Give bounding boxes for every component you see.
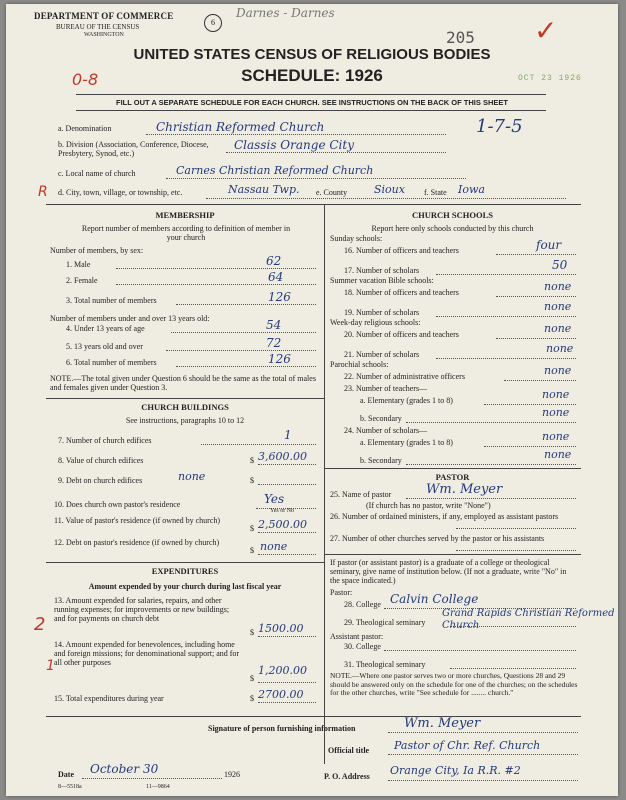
pastor-title: PASTOR bbox=[435, 472, 470, 482]
q19-value: none bbox=[544, 300, 572, 313]
county-value: Sioux bbox=[374, 183, 405, 196]
q20-label: 20. Number of officers and teachers bbox=[344, 330, 459, 339]
q1-value: 62 bbox=[266, 254, 282, 268]
census-schedule-page: DEPARTMENT OF COMMERCE BUREAU OF THE CENSUS WASHINGTON 6 Darnes - Darnes 205 ✓ UNITED STATES CENSUS OF RELIGIOUS BODIES SCHEDULE: 1926 0-8 OCT 23 1926 FILL OUT A SEPARATE SCHEDULE FOR EACH CHURCH. SEE INSTRUCTIONS ON THE BACK OF THIS SHEET a. Denomination Christian Reformed Church 1-7-5 b. Division (Association, Conference, Diocese, Presbytery, Synod, etc.) Classis Orange City c. Local name of church Carnes Christian Reformed Church R d. City, town, village, or township, etc. Nassau Twp. e. County Sioux f. State Iowa MEMBERSHIP Report number of members according to definition of member in your church Number of members, by sex: 1. Male 62 2. Female 64 3. Total number of members 126 Number of members under and over 13 years old: 4. Under 13 years of age 54 5. 13 years old and over 72 6. Total number of members 126 NOTE.—The total given under Question 6 should be the same as the total of males and females given under Question 3. CHURCH BUILDINGS See instructions, paragraphs 10 to 12 7. Number of church edifices 1 8. Value of church edifices $ 3,600.00 9. Debt on church edifices none $ 10. Does church own pastor's residence Yes Yes or No 11. Value of pastor's residence (if owned by church) $ 2,500.00 12. Debt on pastor's residence (if owned by church) $ none EXPENDITURES Amount expended by your church during last fiscal year 13. Amount expended for salaries, repairs, and other running expenses; for improvements or new buildings; and for payments on church debt $ 1500.00 2 14. Amount expended for benevolences, including home and foreign missions; for denominational support; and for all other purposes $ 1,200.00 1 15. Total expenditures during year $ 2700.00 CHURCH SCHOOLS Report here only schools conducted by this church Sunday schools: 16. Number of officers and teachers four 17. Number of scholars 50 Summer vacation Bible schools: 18. Number of officers and teachers none 19. Number of scholars none Week-day religious schools: 20. Number of officers and teachers none 21. Number of scholars none Parochial schools: 22. Number of administrative officers none 23. Number of teachers— a. Elementary (grades 1 to 8) none b. Secondary none 24. Number of scholars— a. Elementary (grades 1 to 8) none b. Secondary none PASTOR 25. Name of pastor Wm. Meyer (If church has no pastor, write "None") 26. Number of ordained ministers, if any, employed as assistant pastors 27. Number of other churches served by the pastor or his assistants If pastor (or assistant pastor) is a graduate of a college or theological seminary, give name of institution below. (If not a graduate, write "No" in the space indicated.) Pastor: 28. College Calvin College 29. Theological seminary Grand Rapids Christian Reformed Church Assistant pastor: 30. College 31. Theological seminary NOTE.—Where one pastor serves two or more churches, Questions 28 and 29 should be answered only on the schedule for one of the churches; on the schedules for the other churches, write "See schedule for ........ church." Signature of person furnishing information Wm. Meyer Official title Pastor of Chr. Ref. Church Date October 30 1926 P. O. Address Orange City, Ia R.R. #2 8—5518a 11—9864 bbox=[6, 4, 618, 796]
city-label: WASHINGTON bbox=[84, 32, 124, 38]
expenditures-intro: Amount expended by your church during last fiscal year bbox=[88, 582, 282, 591]
q26-label: 26. Number of ordained ministers, if any, employed as assistant pastors bbox=[330, 512, 559, 521]
q7-value: 1 bbox=[284, 428, 292, 442]
circled-mark: 6 bbox=[204, 14, 222, 32]
q6-value: 126 bbox=[268, 352, 291, 366]
q3-value: 126 bbox=[268, 290, 291, 304]
q5-label: 5. 13 years old and over bbox=[66, 342, 143, 351]
q8-label: 8. Value of church edifices bbox=[58, 456, 144, 465]
official-title-value: Pastor of Chr. Ref. Church bbox=[394, 739, 541, 752]
q28-label: 28. College bbox=[344, 600, 381, 609]
q17-value: 50 bbox=[552, 258, 568, 272]
q24a-label: a. Elementary (grades 1 to 8) bbox=[360, 438, 453, 447]
q1-label: 1. Male bbox=[66, 260, 91, 269]
q22-value: none bbox=[544, 364, 572, 377]
q12-value: none bbox=[260, 540, 288, 553]
q29-value: Grand Rapids Christian Reformed Church bbox=[442, 608, 615, 631]
form-code: 8—5518a bbox=[58, 784, 82, 790]
graduate-note: If pastor (or assistant pastor) is a graduate of a college or theological seminary, give name of institution below. (If not a graduate, write "No" in the space indicated.) bbox=[330, 558, 567, 585]
q22-label: 22. Number of administrative officers bbox=[344, 372, 465, 381]
date-label: Date bbox=[58, 770, 74, 779]
division-label: b. Division (Association, Conference, Diocese, Presbytery, Synod, etc.) bbox=[58, 140, 209, 158]
membership-title: MEMBERSHIP bbox=[155, 210, 215, 220]
q24a-value: none bbox=[542, 430, 570, 443]
q23b-label: b. Secondary bbox=[360, 414, 402, 423]
denomination-value: Christian Reformed Church bbox=[156, 120, 325, 134]
received-date-stamp: OCT 23 1926 bbox=[518, 74, 582, 83]
yes-no-hint: Yes or No bbox=[270, 508, 295, 514]
expenditures-title: EXPENDITURES bbox=[151, 566, 219, 576]
q25-value: Wm. Meyer bbox=[426, 482, 503, 497]
q8-value: 3,600.00 bbox=[258, 450, 307, 463]
q30-label: 30. College bbox=[344, 642, 381, 651]
official-title-label: Official title bbox=[328, 746, 370, 755]
q2-value: 64 bbox=[268, 270, 284, 284]
q25-label: 25. Name of pastor bbox=[330, 490, 392, 499]
q24b-label: b. Secondary bbox=[360, 456, 402, 465]
q14-label: 14. Amount expended for benevolences, including home and foreign missions; for denominational support; and for all other purposes bbox=[54, 640, 240, 667]
summer-schools-head: Summer vacation Bible schools: bbox=[330, 276, 434, 285]
form-subtitle: SCHEDULE: 1926 bbox=[241, 66, 383, 85]
signature-label: Signature of person furnishing information bbox=[208, 724, 356, 733]
q15-label: 15. Total expenditures during year bbox=[54, 694, 164, 703]
members-by-sex: Number of members, by sex: bbox=[50, 246, 144, 255]
q17-label: 17. Number of scholars bbox=[344, 266, 420, 275]
q23a-value: none bbox=[542, 388, 570, 401]
denomination-label: a. Denomination bbox=[58, 124, 112, 133]
q31-label: 31. Theological seminary bbox=[344, 660, 426, 669]
red-code-mark: 0-8 bbox=[72, 70, 99, 89]
top-handwritten-note: Darnes - Darnes bbox=[236, 6, 335, 20]
q12-label: 12. Debt on pastor's residence (if owned by church) bbox=[54, 538, 220, 547]
sunday-schools-head: Sunday schools: bbox=[330, 234, 383, 243]
q24-label: 24. Number of scholars— bbox=[344, 426, 428, 435]
city-value: Nassau Twp. bbox=[228, 183, 300, 196]
pastor-note: NOTE.—Where one pastor serves two or more churches, Questions 28 and 29 should be answered only on the schedule for one of the churches; on the schedules for the other churches, write "See schedule for ........ church." bbox=[330, 671, 578, 697]
department-label: DEPARTMENT OF COMMERCE bbox=[34, 11, 174, 21]
q15-value: 2700.00 bbox=[258, 688, 304, 701]
membership-intro: Report number of members according to definition of member in your church bbox=[81, 224, 291, 242]
city-label-field: d. City, town, village, or township, etc. bbox=[58, 188, 183, 197]
address-value: Orange City, Ia R.R. #2 bbox=[390, 764, 521, 777]
assistant-pastor-sublabel: Assistant pastor: bbox=[330, 632, 384, 641]
form-title: UNITED STATES CENSUS OF RELIGIOUS BODIES bbox=[133, 46, 491, 63]
q9-value: none bbox=[178, 470, 206, 483]
county-label: e. County bbox=[316, 188, 348, 197]
q18-value: none bbox=[544, 280, 572, 293]
year-printed: 1926 bbox=[224, 770, 240, 779]
date-value: October 30 bbox=[90, 762, 159, 776]
membership-note: NOTE.—The total given under Question 6 should be the same as the total of males and females given under Question 3. bbox=[50, 374, 316, 392]
q21-label: 21. Number of scholars bbox=[344, 350, 420, 359]
q16-label: 16. Number of officers and teachers bbox=[344, 246, 459, 255]
q28-value: Calvin College bbox=[390, 592, 479, 606]
state-label: f. State bbox=[424, 188, 447, 197]
q18-label: 18. Number of officers and teachers bbox=[344, 288, 459, 297]
q6-label: 6. Total number of members bbox=[66, 358, 157, 367]
buildings-title: CHURCH BUILDINGS bbox=[141, 402, 229, 412]
q21-value: none bbox=[546, 342, 574, 355]
q13-value: 1500.00 bbox=[258, 622, 304, 635]
q3-label: 3. Total number of members bbox=[66, 296, 157, 305]
q9-label: 9. Debt on church edifices bbox=[58, 476, 143, 485]
check-mark-icon: ✓ bbox=[534, 14, 558, 47]
q10-label: 10. Does church own pastor's residence bbox=[54, 500, 181, 509]
q4-value: 54 bbox=[266, 318, 282, 332]
q13-label: 13. Amount expended for salaries, repairs, and other running expenses; for improvements or new buildings; and for payments on church debt bbox=[54, 596, 230, 623]
q20-value: none bbox=[544, 322, 572, 335]
q7-label: 7. Number of church edifices bbox=[58, 436, 152, 445]
denomination-code: 1-7-5 bbox=[476, 116, 523, 137]
weekday-schools-head: Week-day religious schools: bbox=[330, 318, 421, 327]
red-margin-one: 1 bbox=[46, 658, 55, 674]
q29-label: 29. Theological seminary bbox=[344, 618, 426, 627]
state-value: Iowa bbox=[458, 183, 485, 196]
q23-label: 23. Number of teachers— bbox=[344, 384, 428, 393]
signature-value: Wm. Meyer bbox=[404, 716, 481, 731]
q11-label: 11. Value of pastor's residence (if owned by church) bbox=[54, 516, 221, 525]
q14-value: 1,200.00 bbox=[258, 664, 307, 677]
buildings-intro: See instructions, paragraphs 10 to 12 bbox=[125, 416, 245, 425]
parochial-schools-head: Parochial schools: bbox=[330, 360, 389, 369]
q23b-value: none bbox=[542, 406, 570, 419]
q19-label: 19. Number of scholars bbox=[344, 308, 420, 317]
form-number: 205 bbox=[446, 28, 475, 47]
local-name-value: Carnes Christian Reformed Church bbox=[176, 164, 374, 177]
red-margin-mark: R bbox=[38, 184, 48, 200]
pastor-sublabel: Pastor: bbox=[330, 588, 353, 597]
form-code-2: 11—9864 bbox=[146, 784, 170, 790]
q2-label: 2. Female bbox=[66, 276, 98, 285]
q23a-label: a. Elementary (grades 1 to 8) bbox=[360, 396, 453, 405]
q27-label: 27. Number of other churches served by the pastor or his assistants bbox=[330, 534, 545, 543]
address-label: P. O. Address bbox=[324, 772, 370, 781]
instruction-banner: FILL OUT A SEPARATE SCHEDULE FOR EACH CHURCH. SEE INSTRUCTIONS ON THE BACK OF THIS SHEET bbox=[116, 98, 508, 107]
q5-value: 72 bbox=[266, 336, 282, 350]
local-name-label: c. Local name of church bbox=[58, 169, 136, 178]
q24b-value: none bbox=[544, 448, 572, 461]
q25-note: (If church has no pastor, write "None") bbox=[366, 501, 491, 510]
q10-value: Yes bbox=[264, 492, 285, 506]
q4-label: 4. Under 13 years of age bbox=[66, 324, 145, 333]
members-by-age: Number of members under and over 13 years old: bbox=[50, 314, 210, 323]
schools-intro: Report here only schools conducted by this church bbox=[371, 224, 534, 233]
schools-title: CHURCH SCHOOLS bbox=[412, 210, 493, 220]
division-value: Classis Orange City bbox=[234, 138, 354, 152]
q16-value: four bbox=[536, 238, 562, 252]
bureau-label: BUREAU OF THE CENSUS bbox=[56, 23, 140, 31]
q11-value: 2,500.00 bbox=[258, 518, 307, 531]
red-margin-two: 2 bbox=[34, 614, 46, 635]
